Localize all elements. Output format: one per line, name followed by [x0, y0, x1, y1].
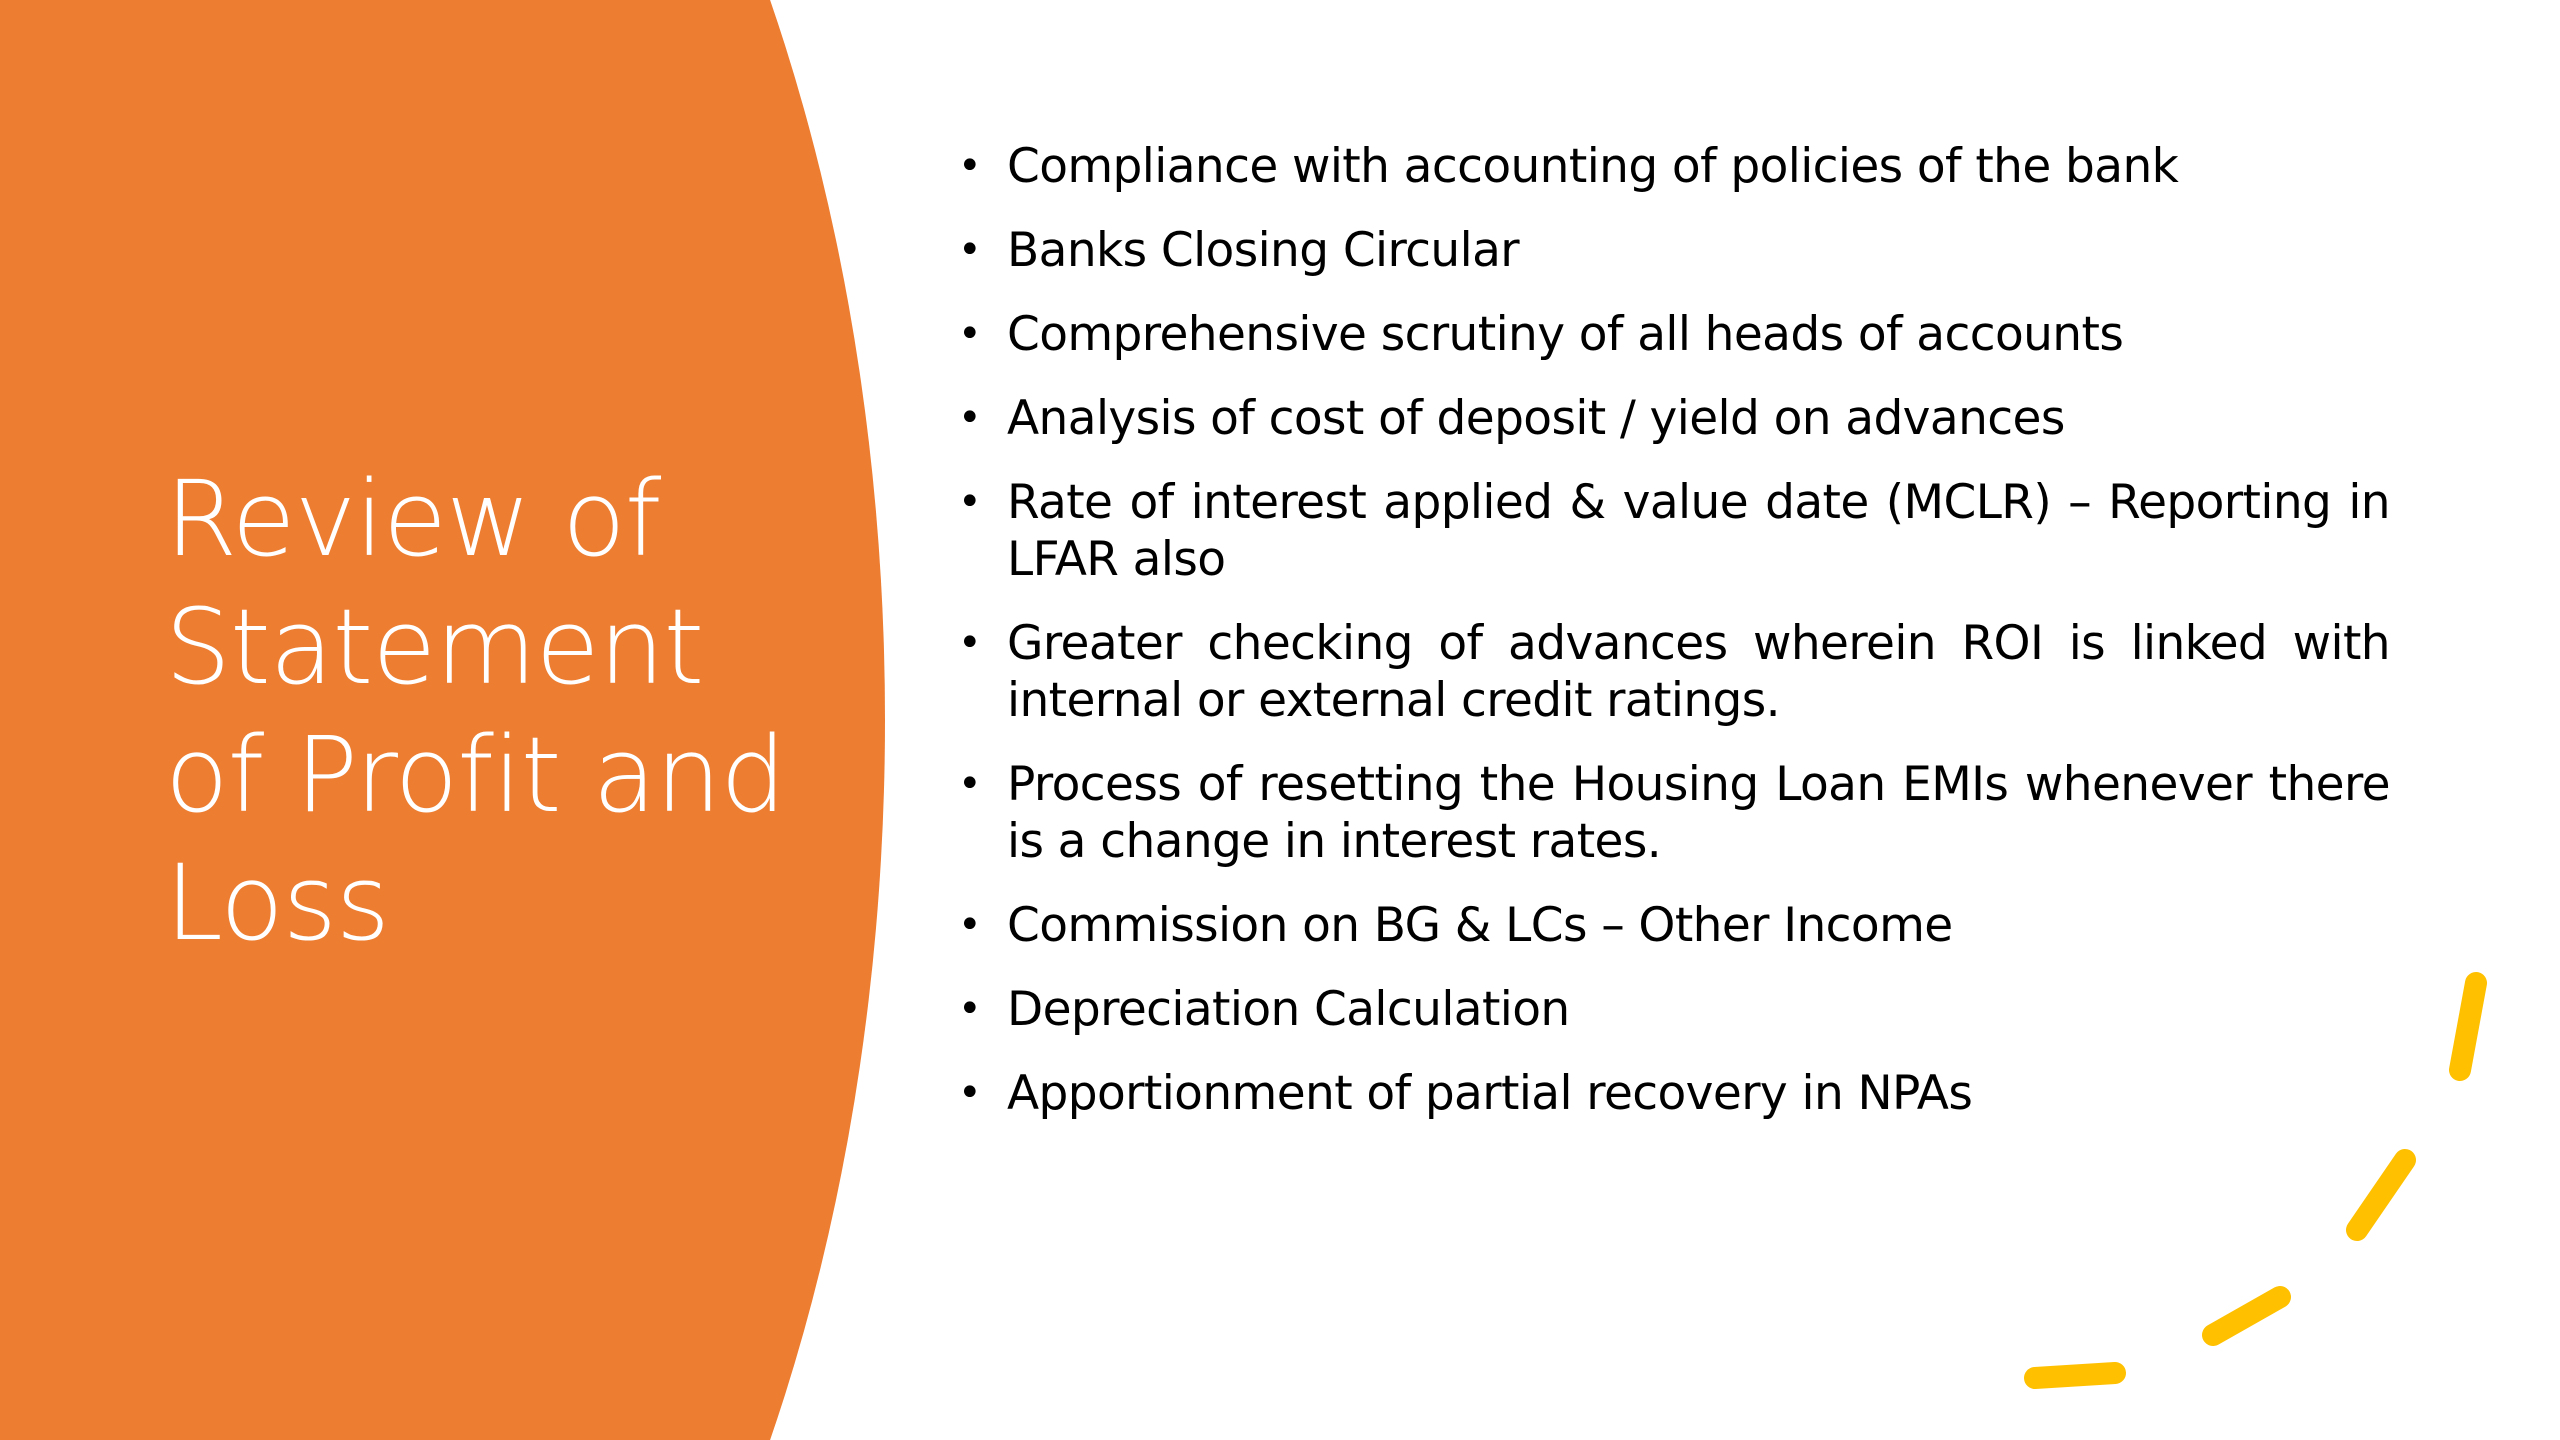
bullet-dot: •	[958, 986, 981, 1032]
bullet-dot: •	[958, 395, 981, 441]
arc-dash	[2460, 983, 2476, 1070]
bullet-text: Rate of interest applied & value date (MCLR) – Reporting in LFAR also	[1007, 475, 2390, 587]
bullet-dot: •	[958, 479, 981, 525]
arc-dash	[2357, 1160, 2405, 1230]
bullet-text: Banks Closing Circular	[1007, 223, 1519, 278]
bullet-text: Commission on BG & LCs – Other Income	[1007, 898, 1953, 953]
bullet-text: Depreciation Calculation	[1007, 982, 1570, 1037]
slide-title: Review of Statement of Profit and Loss	[165, 458, 786, 964]
bullet-text: Analysis of cost of deposit / yield on advances	[1007, 391, 2065, 446]
bullet-text: Process of resetting the Housing Loan EMIs whenever there is a change in interest rates.	[1007, 757, 2390, 869]
bullet-dot: •	[958, 902, 981, 948]
bullet-dot: •	[958, 620, 981, 666]
bullet-dot: •	[958, 761, 981, 807]
bullet-text: Greater checking of advances wherein ROI is linked with internal or external credit ratings.	[1007, 616, 2390, 728]
bullet-dot: •	[958, 227, 981, 273]
bullet-dot: •	[958, 311, 981, 357]
bullet-text: Comprehensive scrutiny of all heads of accounts	[1007, 307, 2124, 362]
bullet-dot: •	[958, 1070, 981, 1116]
bullet-dot: •	[958, 143, 981, 189]
bullet-text: Compliance with accounting of policies of the bank	[1007, 139, 2179, 194]
arc-dash	[2035, 1373, 2115, 1378]
arc-dash	[2213, 1297, 2280, 1335]
bullet-text: Apportionment of partial recovery in NPAs	[1007, 1066, 1973, 1121]
